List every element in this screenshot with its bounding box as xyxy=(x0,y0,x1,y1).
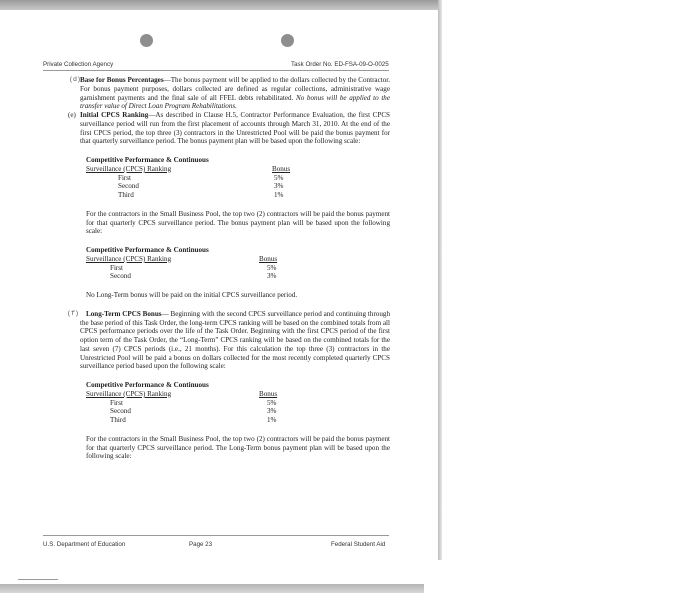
table-row xyxy=(86,399,390,408)
section-d xyxy=(62,76,390,111)
table-bonus-header: Bonus xyxy=(259,389,278,398)
rank-cell: Third xyxy=(118,191,134,199)
footer-rule xyxy=(43,535,389,536)
section-d-title: Base for Bonus Percentages xyxy=(80,76,164,84)
table-ranking-header: Surveillance (CPCS) Ranking xyxy=(86,254,172,263)
section-f-title: Long-Term CPCS Bonus xyxy=(86,309,162,318)
bonus-cell: 1% xyxy=(267,416,277,424)
section-d-label: (d) xyxy=(69,76,81,83)
table-title: Competitive Performance & Continuous xyxy=(86,156,209,164)
table-bonus-header: Bonus xyxy=(272,164,291,173)
punch-hole xyxy=(140,34,153,47)
bonus-cell: 1% xyxy=(274,191,284,199)
table-row xyxy=(86,182,390,191)
section-d-italic: No bonus will be applied to the transfer value of Direct Loan Program Rehabilitations. xyxy=(80,93,390,111)
section-e-label: (e) xyxy=(68,111,76,119)
bonus-cell: 5% xyxy=(267,398,277,407)
header-task-order: Task Order No. ED-FSA-09-O-0025 xyxy=(291,61,389,68)
rank-cell: Second xyxy=(110,407,131,416)
scan-mark xyxy=(18,579,58,580)
bonus-table-1 xyxy=(86,156,390,200)
document-body xyxy=(62,76,390,461)
table-ranking-header: Surveillance (CPCS) Ranking xyxy=(86,164,172,173)
footer-page-number: Page 23 xyxy=(189,541,213,548)
bonus-cell: 3% xyxy=(267,407,277,416)
footer-office: Federal Student Aid xyxy=(331,541,386,548)
section-d-text: —The bonus payment will be applied to the dollars collected by the Contractor. For bonus payment purposes, dollars collected are defined as regular collections, administrative wage garnishment payments and the final sale of all FFEL debts rehabilitated. xyxy=(80,76,390,102)
table-ranking-header: Surveillance (CPCS) Ranking xyxy=(86,389,172,398)
table-row xyxy=(86,264,390,273)
bonus-table-3 xyxy=(86,381,390,425)
rank-cell: Third xyxy=(110,416,126,424)
footer-department: U.S. Department of Education xyxy=(43,541,126,548)
section-f xyxy=(62,310,390,371)
rank-cell: First xyxy=(110,398,124,407)
table-row xyxy=(86,416,390,425)
table-row xyxy=(86,272,390,281)
rank-cell: Second xyxy=(110,272,131,281)
section-f-small-business: For the contractors in the Small Business Pool, the top two (2) contractors will be paid the bonus payment for that quarterly CPCS surveillance period. The Long-Term bonus payment plan will be based upon the following scale: xyxy=(86,434,390,461)
rank-cell: Second xyxy=(118,182,139,191)
scan-top-edge xyxy=(0,0,440,10)
table-bonus-header: Bonus xyxy=(259,254,278,263)
bonus-table-2 xyxy=(86,246,390,281)
bonus-cell: 5% xyxy=(267,263,277,272)
table-title: Competitive Performance & Continuous xyxy=(86,381,209,389)
section-e-note: No Long-Term bonus will be paid on the initial CPCS surveillance period. xyxy=(86,291,298,299)
punch-hole xyxy=(281,34,294,47)
rank-cell: First xyxy=(118,173,132,182)
header-agency: Private Collection Agency xyxy=(43,61,114,68)
rank-cell: First xyxy=(110,263,124,272)
document-page xyxy=(0,10,438,584)
section-e-title: Initial CPCS Ranking xyxy=(80,111,149,119)
section-e-small-business: For the contractors in the Small Business Pool, the top two (2) contractors will be paid the bonus payment for that quarterly CPCS surveillance period. The bonus payment plan will be based upon the following scale: xyxy=(86,209,390,236)
table-title: Competitive Performance & Continuous xyxy=(86,246,209,254)
scan-bottom-edge xyxy=(0,584,424,593)
header-rule xyxy=(43,70,389,71)
table-row xyxy=(86,191,390,200)
scan-right-edge xyxy=(438,0,442,560)
section-e-text: —As described in Clause H.5, Contractor Performance Evaluation, the first CPCS surveillance period will run from the first placement of accounts through March 31, 2010. At the end of the first CPCS period, the top three (3) contractors in the Unrestricted Pool will be paid the bonus payment for that quarterly surveillance period. The bonus payment plan will be based upon the following scale: xyxy=(80,111,390,146)
section-f-label: (f) xyxy=(67,309,79,317)
table-row xyxy=(86,174,390,183)
section-f-text: — Beginning with the second CPCS surveillance period and continuing through the base period of this Task Order, the long-term CPCS ranking will be based on the combined totals from all CPCS performance periods over the life of the Task Order. Beginning with the first CPCS period of the first option term of the Task Order, the “Long-Term” CPCS ranking will be based on the combined totals for the last seven (7) CPCS periods (i.e., 21 months). For this calculation the top three (3) contractors in the Unrestricted Pool will be paid a bonus on dollars collected for the most recently completed quarterly CPCS surveillance period based upon the following scale: xyxy=(80,309,390,371)
section-e xyxy=(62,111,390,146)
table-row xyxy=(86,407,390,416)
bonus-cell: 5% xyxy=(274,173,284,182)
bonus-cell: 3% xyxy=(267,272,277,281)
bonus-cell: 3% xyxy=(274,182,284,191)
